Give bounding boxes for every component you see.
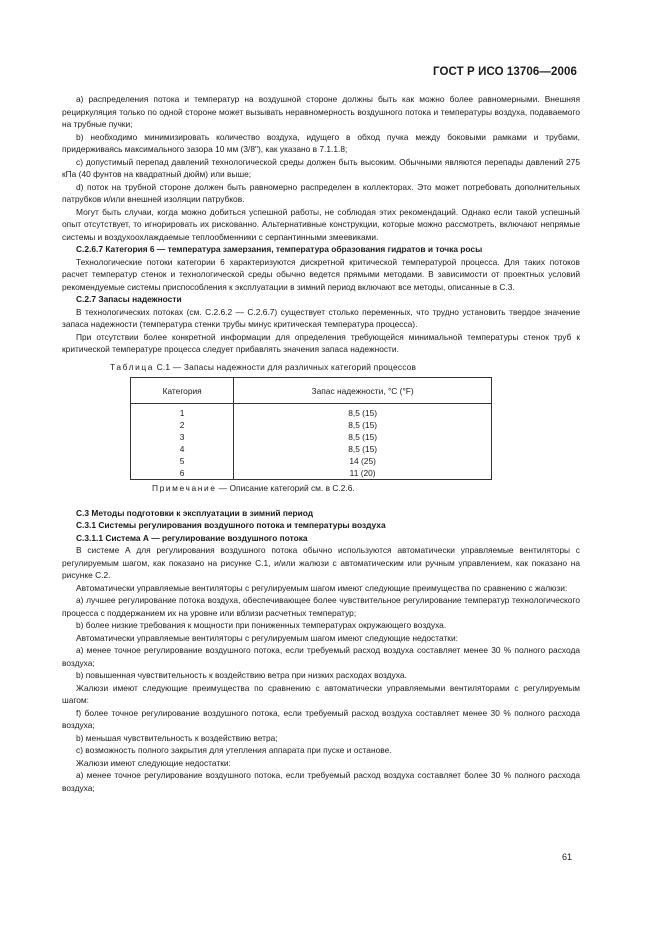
- table-cell-margin: 8,5 (15): [234, 431, 492, 443]
- paragraph: В технологических потоках (см. С.2.6.2 — С.2.6.7) существует столько переменных, что трудно установить твердое значение запаса надежности (температура стенки трубы минус критическая температура процесса).: [62, 306, 580, 329]
- table-caption-label: Таблица: [110, 361, 155, 372]
- table-cell-margin: 11 (20): [234, 467, 492, 480]
- paragraph: d) поток на трубной стороне должен быть равномерно распределен в коллекторах. Это может потребовать дополнительных патрубков и/или внешней изоляции патрубков.: [62, 181, 580, 204]
- paragraph: с) допустимый перепад давлений технологической среды должен быть высоким. Обычными являются перепады давлений 275 кПа (40 фунтов на квадратный дюйм) или выше;: [62, 156, 580, 179]
- paragraph: b) более низкие требования к мощности при пониженных температурах окружающего воздуха.: [76, 620, 447, 630]
- table-note: [62, 482, 580, 495]
- section-heading: С.2.6.7 Категория 6 — температура замерзания, температура образования гидратов и точка росы: [76, 244, 483, 254]
- paragraph: Жалюзи имеют следующие преимущества по сравнению с автоматически управляемыми вентиляторами с регулируемым шагом:: [62, 682, 580, 705]
- page-body: [62, 93, 580, 794]
- paragraph: а) лучшее регулирование потока воздуха, обеспечивающее более чувствительное регулирование температур технологического процесса с поддержанием их на уровне или вблизи расчетных температур;: [62, 595, 580, 618]
- table-cell-category: 3: [131, 431, 234, 443]
- paragraph: Жалюзи имеют следующие недостатки:: [76, 757, 231, 768]
- section-heading: С.2.7 Запасы надежности: [76, 294, 182, 304]
- paragraph: Автоматически управляемые вентиляторы с регулируемым шагом имеют следующие преимущества по сравнению с жалюзи:: [76, 582, 568, 593]
- table-header-category: Категория: [131, 378, 234, 404]
- table-cell-category: 4: [131, 443, 234, 455]
- section-heading: С.3.1 Системы регулирования воздушного потока и температуры воздуха: [76, 520, 386, 530]
- table-cell-category: 6: [131, 467, 234, 480]
- table-cell-category: 2: [131, 419, 234, 431]
- paragraph: Могут быть случаи, когда можно добиться успешной работы, не соблюдая этих рекомендаций. Однако если такой успешный опыт отсутствует, то игнорировать их рискованно. Альтернативные конструкции, которые можно рассмотреть, включают непрямые системы и воздухоохлаждаемые теплообменники с серпантинными змеевиками.: [62, 206, 580, 242]
- paragraph: Технологические потоки категории 6 характеризуются дискретной критической температурой процесса. Для таких потоков расчет температур стенок и технологической среды обычно ведется прямыми методами. В зависимости от проектных условий рекомендуемые системы приспособления к эксплуатации в зимний период включают все методы, описанные в С.3.: [62, 256, 580, 292]
- table-header-margin: Запас надежности, °С (°F): [234, 378, 492, 404]
- paragraph: Автоматически управляемые вентиляторы с регулируемым шагом имеют следующие недостатки:: [76, 632, 458, 643]
- page-number: 61: [561, 852, 572, 862]
- table-note-text: — Описание категорий см. в С.2.6.: [216, 483, 355, 493]
- paragraph: а) менее точное регулирование воздушного потока, если требуемый расход воздуха составляет менее 30 % полного расхода воздуха;: [62, 645, 580, 668]
- document-header: ГОСТ Р ИСО 13706—2006: [432, 66, 577, 78]
- table-note-label: Примечание: [152, 483, 217, 493]
- table-cell-margin: 14 (25): [234, 455, 492, 467]
- table-cell-category: 1: [131, 404, 234, 420]
- paragraph: В системе А для регулирования воздушного потока обычно используются автоматически управляемые вентиляторы с регулируемым шагом, как показано на рисунке С.1, и/или жалюзи с автоматическим или ручным управлением, как показано на рисунке С.2.: [62, 545, 580, 580]
- section-heading: С.3 Методы подготовки к эксплуатации в зимний период: [76, 507, 314, 518]
- table-caption: [62, 361, 580, 374]
- section-heading: С.3.1.1 Система А — регулирование воздушного потока: [76, 532, 308, 543]
- paragraph: b) необходимо минимизировать количество воздуха, идущего в обход пучка между боковыми рамками и трубами, придерживаясь максимального зазора 10 мм (3/8"), как указано в 7.1.1.8;: [62, 131, 580, 154]
- table-cell-margin: 8,5 (15): [234, 419, 492, 431]
- table-row: [131, 455, 492, 467]
- paragraph: f) более точное регулирование воздушного потока, если требуемый расход воздуха составляет менее 30 % полного расхода воздуха;: [62, 707, 580, 730]
- table-row: [131, 467, 492, 480]
- reliability-margin-table: [130, 377, 492, 480]
- table-row: [131, 431, 492, 443]
- paragraph: а) менее точное регулирование воздушного потока, если требуемый расход воздуха составляет более 30 % полного расхода воздуха;: [62, 770, 580, 793]
- paragraph: с) возможность полного закрытия для утепления аппарата при пуске и останове.: [76, 745, 392, 755]
- paragraph: а) распределения потока и температур на воздушной стороне должны быть как можно более равномерными. Внешняя рециркуляция только по одной стороне может вызывать неравномерность воздушного потока и температуры воздуха, подаваемого на трубные пучки;: [62, 94, 580, 129]
- paragraph: b) повышенная чувствительность к воздействию ветра при низких расходах воздуха.: [76, 670, 407, 680]
- table-row: [131, 419, 492, 431]
- table-cell-margin: 8,5 (15): [234, 443, 492, 455]
- paragraph: При отсутствии более конкретной информации для определения требующейся минимальной температуры стенок труб к критической температуре процесса следует прибавлять значения запаса надежности.: [62, 331, 580, 354]
- table-row: [131, 443, 492, 455]
- table-row: [131, 404, 492, 420]
- table-cell-category: 5: [131, 455, 234, 467]
- table-caption-text: С.1 — Запасы надежности для различных категорий процессов: [154, 361, 417, 372]
- table-cell-margin: 8,5 (15): [234, 404, 492, 420]
- paragraph: b) меньшая чувствительность к воздействию ветра;: [76, 732, 278, 743]
